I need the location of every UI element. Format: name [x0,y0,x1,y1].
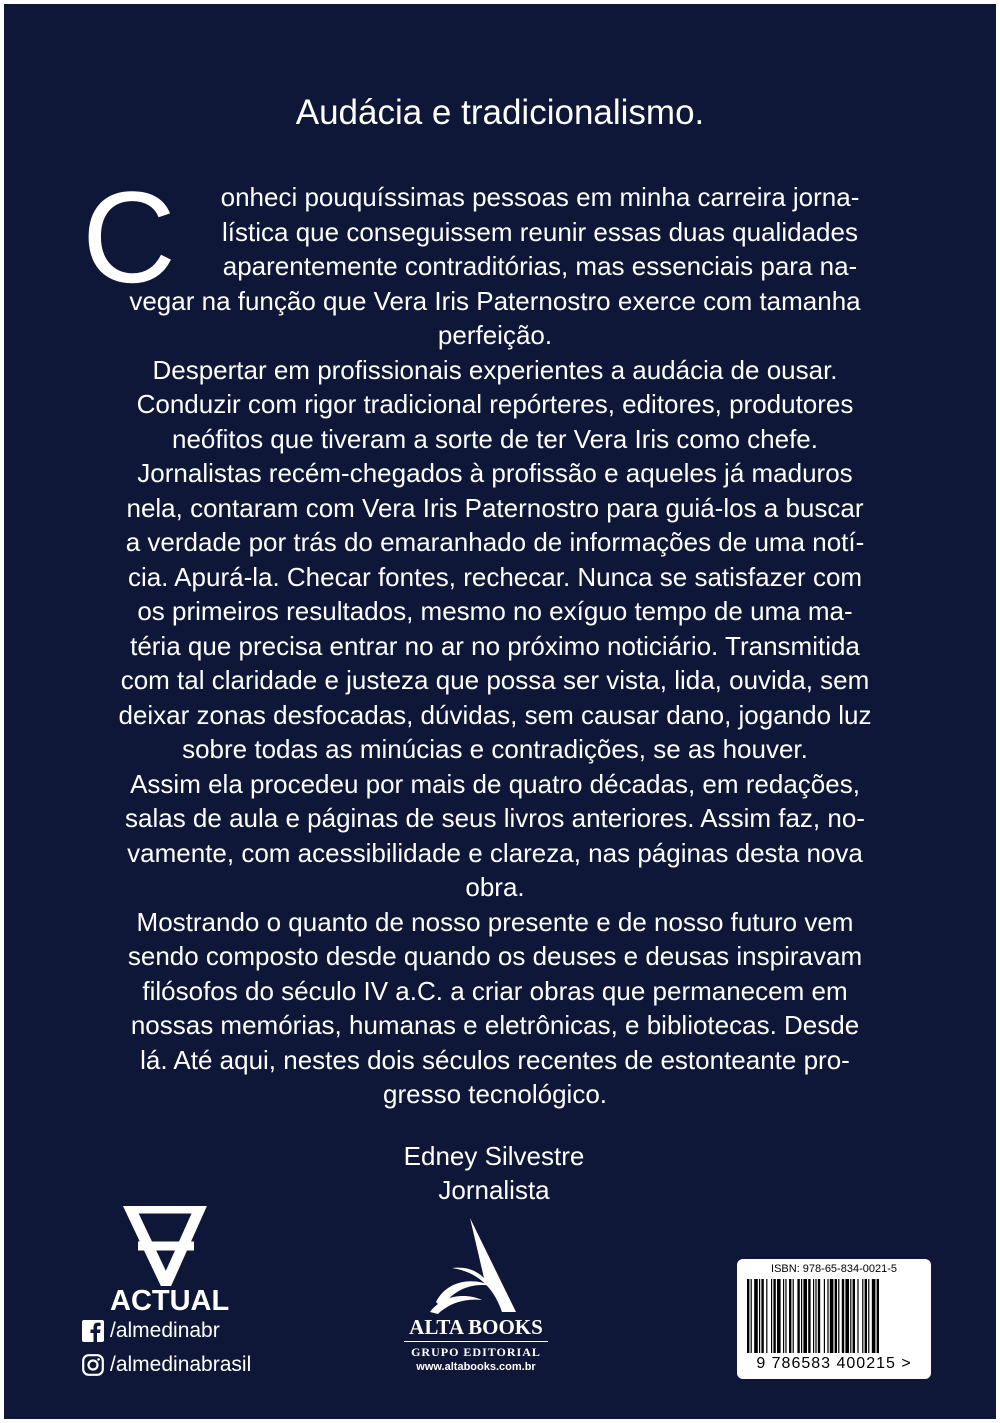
book-back-cover [4,4,996,1419]
alta-books-name: ALTA BOOKS [409,1315,543,1339]
blurb-line: lá. Até aqui, nestes dois séculos recentes de estonteante pro- [140,1044,850,1075]
barcode-digits: 9 786583 400215 > [756,1355,912,1372]
alta-books-url[interactable]: www.altabooks.com.br [416,1361,536,1373]
blurb-line: aparentemente contraditórias, mas essenciais para na- [222,251,858,281]
blurb-line: salas de aula e páginas de seus livros anteriores. Assim faz, no- [125,803,865,833]
signature [4,1139,984,1207]
alta-books-subtitle: GRUPO EDITORIAL [411,1345,541,1359]
blurb-line: sendo composto desde quando os deuses e deusas inspiravam [127,941,863,971]
blurb-line: Mostrando o quanto de nosso presente e de nosso futuro vem [136,906,854,937]
alta-divider [404,1341,548,1342]
blurb-line: obra. [465,872,525,902]
cover-heading: Audácia e tradicionalismo. [295,93,705,132]
blurb-line: nela, contaram com Vera Iris Paternostro para guiá-los a buscar [126,492,864,523]
instagram-link[interactable] [82,1352,251,1378]
actual-wordmark: ACTUAL [110,1285,230,1317]
signature-role: Jornalista [438,1175,550,1205]
blurb-line: a verdade por trás do emaranhado de informações de uma notí- [125,527,865,557]
facebook-handle: /almedinabr [110,1319,220,1342]
blurb-text [80,180,910,1112]
blurb-line: gresso tecnológico. [382,1079,608,1109]
blurb-line: vamente, com acessibilidade e clareza, nas páginas desta nova [127,837,863,868]
instagram-handle: /almedinabrasil [110,1353,252,1376]
blurb-line: filósofos do século IV a.C. a criar obras que permanecem em [142,975,848,1006]
blurb-line: lística que conseguissem reunir essas duas qualidades [222,216,858,247]
blurb-line: neófitos que tiveram a sorte de ter Vera Iris como chefe. [172,423,818,454]
blurb-line: onheci pouquíssimas pessoas em minha carreira jorna- [220,182,860,212]
alta-books-logo-icon [412,1216,542,1316]
isbn-barcode [737,1259,931,1379]
barcode-bars [745,1279,923,1355]
instagram-icon [82,1354,104,1376]
isbn-label: ISBN: 978-65-834-0021-5 [771,1263,897,1275]
blurb-line: com tal claridade e justeza que possa ser vista, lida, ouvida, sem [120,665,870,695]
blurb-line: cia. Apurá-la. Checar fontes, rechecar. Nunca se satisfazer com [127,561,863,592]
signature-name: Edney Silvestre [403,1141,585,1171]
blurb-line: téria que precisa entrar no ar no próximo noticiário. Transmitida [130,630,860,661]
blurb-line: os primeiros resultados, mesmo no exíguo tempo de uma ma- [137,596,853,626]
blurb-line: nossas memórias, humanas e eletrônicas, e bibliotecas. Desde [130,1010,860,1040]
drop-cap: C [82,164,176,310]
blurb-line: Conduzir com rigor tradicional repórteres, editores, produtores [136,389,854,419]
blurb-line: vegar na função que Vera Iris Paternostro exerce com tamanha [129,285,861,316]
facebook-icon [82,1320,104,1342]
blurb-line: Despertar em profissionais experientes a audácia de ousar. [152,354,838,385]
facebook-link[interactable] [82,1318,220,1344]
blurb-line: Jornalistas recém-chegados à profissão e aqueles já maduros [137,458,853,488]
actual-logo-icon [108,1206,224,1286]
blurb-line: Assim ela procedeu por mais de quatro décadas, em redações, [130,768,860,799]
blurb-line: sobre todas as minúcias e contradições, se as houver. [182,734,808,764]
blurb-line: perfeição. [437,320,553,350]
blurb-line: deixar zonas desfocadas, dúvidas, sem causar dano, jogando luz [118,699,872,730]
